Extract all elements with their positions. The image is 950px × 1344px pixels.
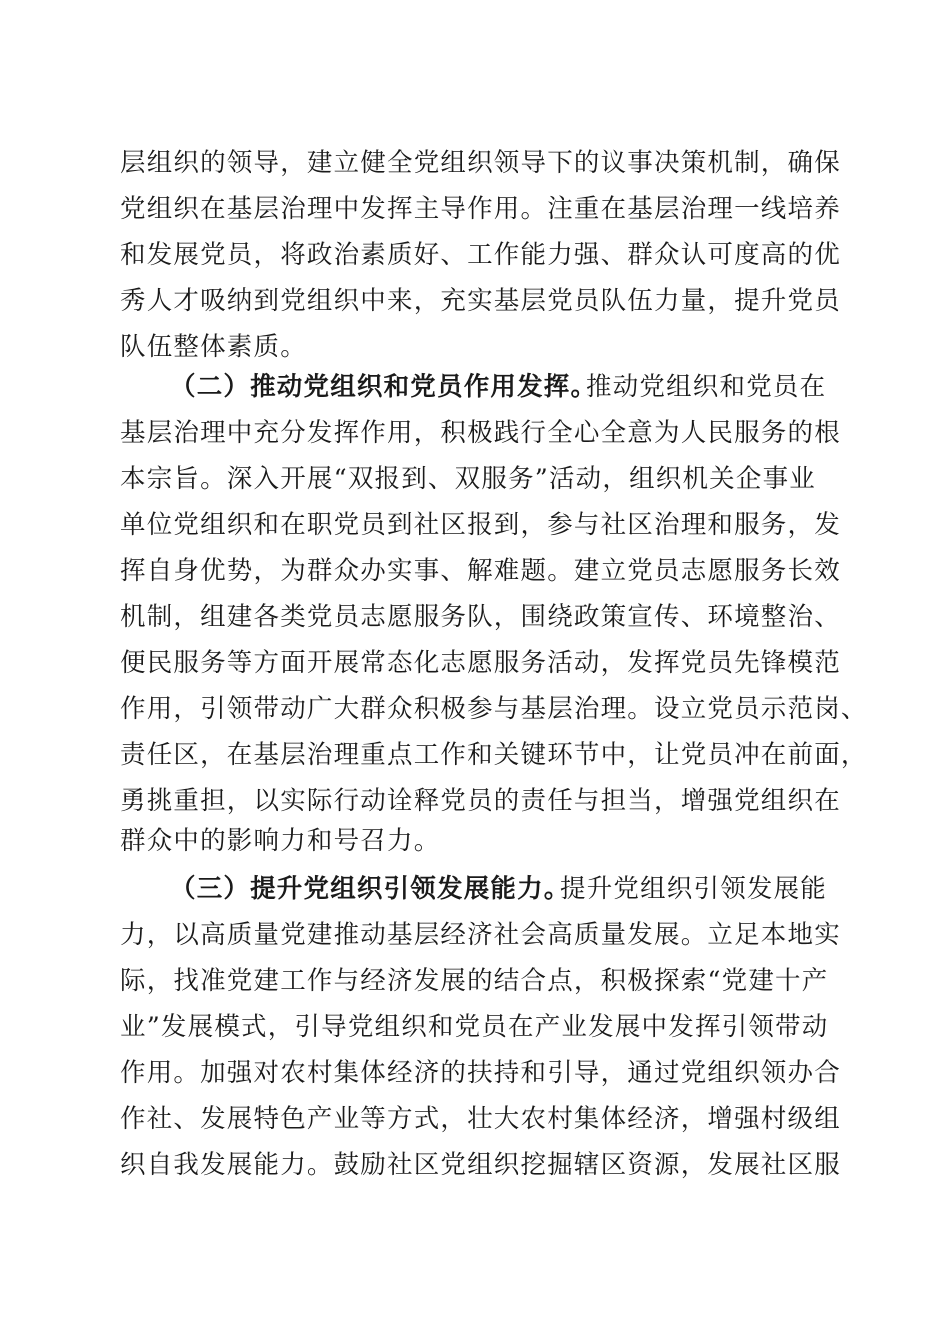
paragraph-2-line-5	[0, 547, 950, 595]
section-heading: （二）推动党组织和党员作用发挥。	[170, 372, 598, 402]
text-line: 便民服务等方面开展常态化志愿服务活动，发挥党员先锋模范	[120, 648, 841, 678]
section-heading: （三）提升党组织引领发展能力。	[170, 874, 571, 904]
text-line: 基层治理中充分发挥作用，积极践行全心全意为人民服务的根	[120, 418, 841, 448]
paragraph-2-line-3	[0, 455, 950, 503]
text-line: 队伍整体素质。	[120, 332, 307, 362]
text-line: 本宗旨。深入开展“双报到、双服务”活动，组织机关企事业	[120, 464, 816, 494]
paragraph-3-line-1	[0, 865, 950, 913]
paragraph-2-line-4	[0, 501, 950, 549]
text-line: 单位党组织和在职党员到社区报到，参与社区治理和服务，发	[120, 510, 841, 540]
paragraph-3-line-4	[0, 1003, 950, 1051]
text-line: 和发展党员，将政治素质好、工作能力强、群众认可度高的优	[120, 240, 841, 270]
paragraph-2-line-8	[0, 685, 950, 733]
paragraph-2-line-6	[0, 593, 950, 641]
paragraph-3-line-2	[0, 911, 950, 959]
paragraph-2-line-1	[0, 363, 950, 411]
text-line: 提升党组织引领发展能	[560, 874, 828, 904]
text-line: 际，找准党建工作与经济发展的结合点，积极探索“党建十产	[120, 966, 829, 996]
paragraph-3-line-3	[0, 957, 950, 1005]
paragraph-2-line-9	[0, 731, 950, 779]
text-line: 织自我发展能力。鼓励社区党组织挖掘辖区资源，发展社区服	[120, 1150, 841, 1180]
paragraph-1-line-2	[0, 185, 950, 233]
text-line: 力，以高质量党建推动基层经济社会高质量发展。立足本地实	[120, 920, 841, 950]
paragraph-2-line-2	[0, 409, 950, 457]
paragraph-3-line-7	[0, 1141, 950, 1189]
text-line: 推动党组织和党员在	[586, 372, 827, 402]
paragraph-1-line-3	[0, 231, 950, 279]
paragraph-2-line-7	[0, 639, 950, 687]
paragraph-3-line-6	[0, 1095, 950, 1143]
text-line: 作用。加强对农村集体经济的扶持和引导，通过党组织领办合	[120, 1058, 841, 1088]
paragraph-1-line-1	[0, 139, 950, 187]
text-line: 勇挑重担，以实际行动诠释党员的责任与担当，增强党组织在	[120, 786, 841, 816]
text-line: 业”发展模式，引导党组织和党员在产业发展中发挥引领带动	[120, 1012, 829, 1042]
text-line: 作用，引领带动广大群众积极参与基层治理。设立党员示范岗、	[120, 694, 868, 724]
paragraph-1-line-4	[0, 277, 950, 325]
text-line: 挥自身优势，为群众办实事、解难题。建立党员志愿服务长效	[120, 556, 841, 586]
text-line: 秀人才吸纳到党组织中来，充实基层党员队伍力量，提升党员	[120, 286, 841, 316]
text-line: 党组织在基层治理中发挥主导作用。注重在基层治理一线培养	[120, 194, 841, 224]
text-line: 责任区，在基层治理重点工作和关键环节中，让党员冲在前面，	[120, 740, 868, 770]
text-line: 机制，组建各类党员志愿服务队，围绕政策宣传、环境整治、	[120, 602, 841, 632]
paragraph-3-line-5	[0, 1049, 950, 1097]
paragraph-2-line-11	[0, 817, 950, 865]
text-line: 群众中的影响力和号召力。	[120, 826, 441, 856]
text-line: 层组织的领导，建立健全党组织领导下的议事决策机制，确保	[120, 148, 841, 178]
text-line: 作社、发展特色产业等方式，壮大农村集体经济，增强村级组	[120, 1104, 841, 1134]
